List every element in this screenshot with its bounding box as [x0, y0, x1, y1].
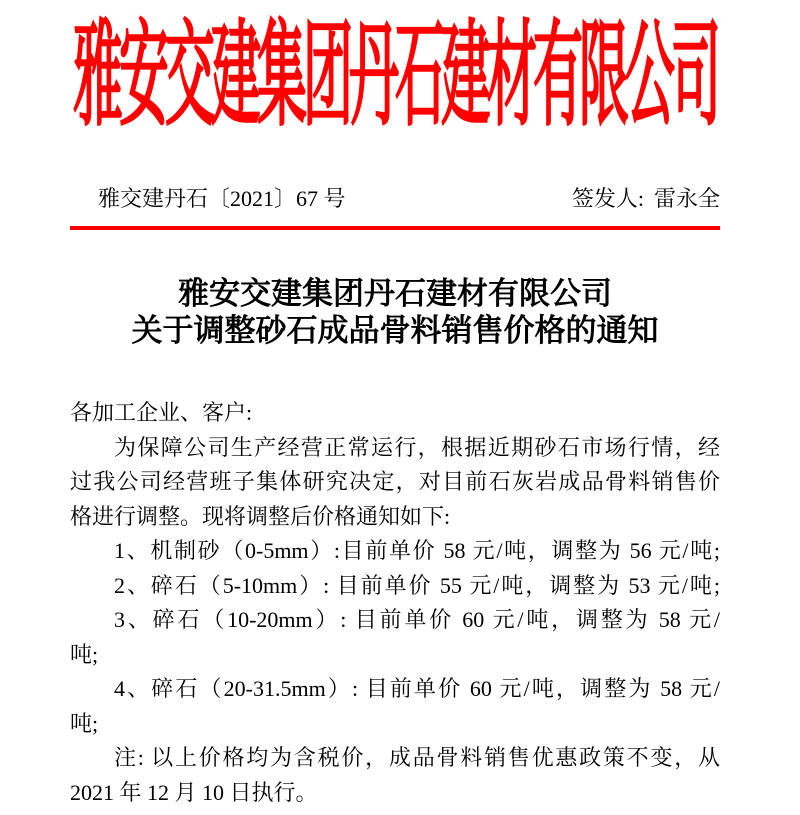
- body-line-effective-date: 2021 年 12 月 10 日执行。: [70, 779, 318, 805]
- body-line-price-item-4: 4、碎石（20-31.5mm）: 目前单价 60 元/吨，调整为 58 元/: [114, 676, 720, 701]
- issuer-label: 签发人:: [571, 186, 644, 211]
- title-line-2: 关于调整砂石成品骨料销售价格的通知: [131, 313, 659, 348]
- body-line-price-item-1: 1、机制砂（0-5mm）:目前单价 58 元/吨，调整为 56 元/吨;: [114, 538, 720, 563]
- issuer-name: 雷永全: [653, 186, 720, 211]
- document-body: [70, 396, 720, 810]
- title-line-1: 雅安交建集团丹石建材有限公司: [178, 276, 612, 311]
- doc-number: 雅交建丹石〔2021〕67 号: [98, 186, 346, 211]
- body-line-continuation: 吨;: [70, 710, 99, 736]
- body-line: 为保障公司生产经营正常运行，根据近期砂石市场行情，经: [114, 434, 720, 460]
- masthead: [70, 0, 720, 140]
- body-line-price-item-2: 2、碎石（5-10mm）: 目前单价 55 元/吨，调整为 53 元/吨;: [114, 572, 720, 598]
- document-title: [70, 275, 720, 349]
- issuer: [572, 186, 720, 212]
- body-line-note: 注: 以上价格均为含税价，成品骨料销售优惠政策不变，从: [114, 745, 720, 770]
- body-line-salutation: 各加工企业、客户:: [70, 400, 253, 425]
- company-masthead-title: 雅安交建集团丹石建材有限公司: [73, 11, 717, 140]
- red-divider-line: [70, 226, 720, 230]
- doc-info-row: [70, 186, 720, 212]
- document-page: [70, 0, 720, 810]
- body-line-price-item-3: 3、碎石（10-20mm）: 目前单价 60 元/吨，调整为 58 元/: [114, 607, 720, 632]
- body-line: 格进行调整。现将调整后价格通知如下:: [70, 503, 451, 529]
- body-line-continuation: 吨;: [70, 641, 99, 667]
- body-line: 过我公司经营班子集体研究决定，对目前石灰岩成品骨料销售价: [70, 469, 720, 494]
